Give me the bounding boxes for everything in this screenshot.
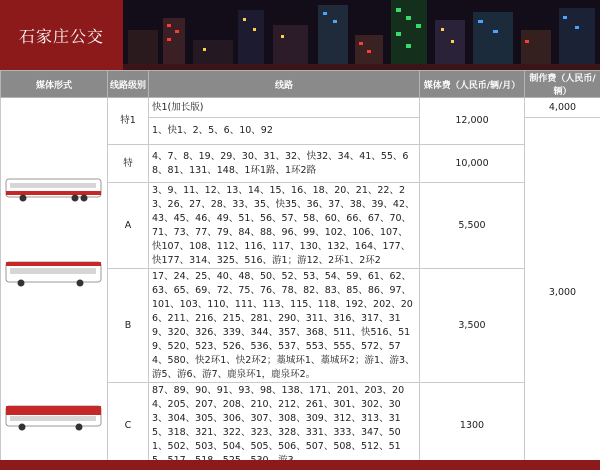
media-images-cell xyxy=(1,98,108,469)
level-cell: C xyxy=(108,383,149,469)
bus-image-icon xyxy=(5,404,103,432)
media-fee-cell: 5,500 xyxy=(420,183,525,269)
level-cell: A xyxy=(108,183,149,269)
level-cell: 特 xyxy=(108,145,149,183)
routes-cell: 17、24、25、40、48、50、52、53、54、59、61、62、63、65、69、72、75、76、78、82、83、85、86、97、101、103、110、111、113、115、118、192、202、206、211、216、215、281、290、311、316、317、319、320、326、339、344、357、368、511、快516、519、520、523、526、536、537、553、555、572、574、580、快2环1、快2环2；藁城环1、藁城环2；游1、游3、游5、游6、游7、鹿泉环1，鹿泉环2。 xyxy=(149,269,420,383)
routes-cell: 4、7、8、19、29、30、31、32、快32、34、41、55、68、81、131、148、1环1路、1环2路 xyxy=(149,145,420,183)
header-media-fee: 媒体费（人民币/辆/月） xyxy=(420,71,525,98)
bus-image-icon xyxy=(5,176,103,204)
media-fee-cell: 3,500 xyxy=(420,269,525,383)
bus-image-icon xyxy=(5,260,103,288)
header-media: 媒体形式 xyxy=(1,71,108,98)
table-header-row xyxy=(1,71,600,98)
routes-cell: 87、89、90、91、93、98、138、171、201、203、204、205、207、208、210、212、261、301、302、303、304、305、306、307、308、309、312、313、315、318、321、322、323、328、331、333、347、501、502、503、504、505、506、507、508、512、51 xyxy=(149,383,420,469)
production-fee-cell: 4,000 xyxy=(525,98,600,118)
routes-cell: 快1(加长版) xyxy=(149,98,420,118)
routes-cell: 1、快1、2、5、6、10、92 xyxy=(149,118,420,145)
media-fee-cell: 12,000 xyxy=(420,98,525,145)
header-production-fee: 制作费（人民币/辆） xyxy=(525,71,600,98)
level-cell: B xyxy=(108,269,149,383)
city-skyline-image xyxy=(123,0,600,70)
rate-table xyxy=(0,70,600,469)
media-fee-cell: 10,000 xyxy=(420,145,525,183)
brand-title: 石家庄公交 xyxy=(0,0,123,70)
media-fee-cell: 1300 xyxy=(420,383,525,469)
production-fee-cell: 3,000 xyxy=(525,118,600,469)
header-routes: 线路 xyxy=(149,71,420,98)
header-banner xyxy=(0,0,600,70)
table-row xyxy=(1,98,600,118)
header-level: 线路级别 xyxy=(108,71,149,98)
footer-bar xyxy=(0,460,600,470)
routes-cell: 3、9、11、12、13、14、15、16、18、20、21、22、23、26、27、28、33、35、快35、36、37、38、39、42、43、45、46、49、51、56、57、58、60、66、67、70、71、73、77、79、84、88、96、99、102、106、107、快107、108、112、116、117、130、132、164、177、快177、314、325、516、游1；游12、2环1、2环2 xyxy=(149,183,420,269)
level-cell: 特1 xyxy=(108,98,149,145)
